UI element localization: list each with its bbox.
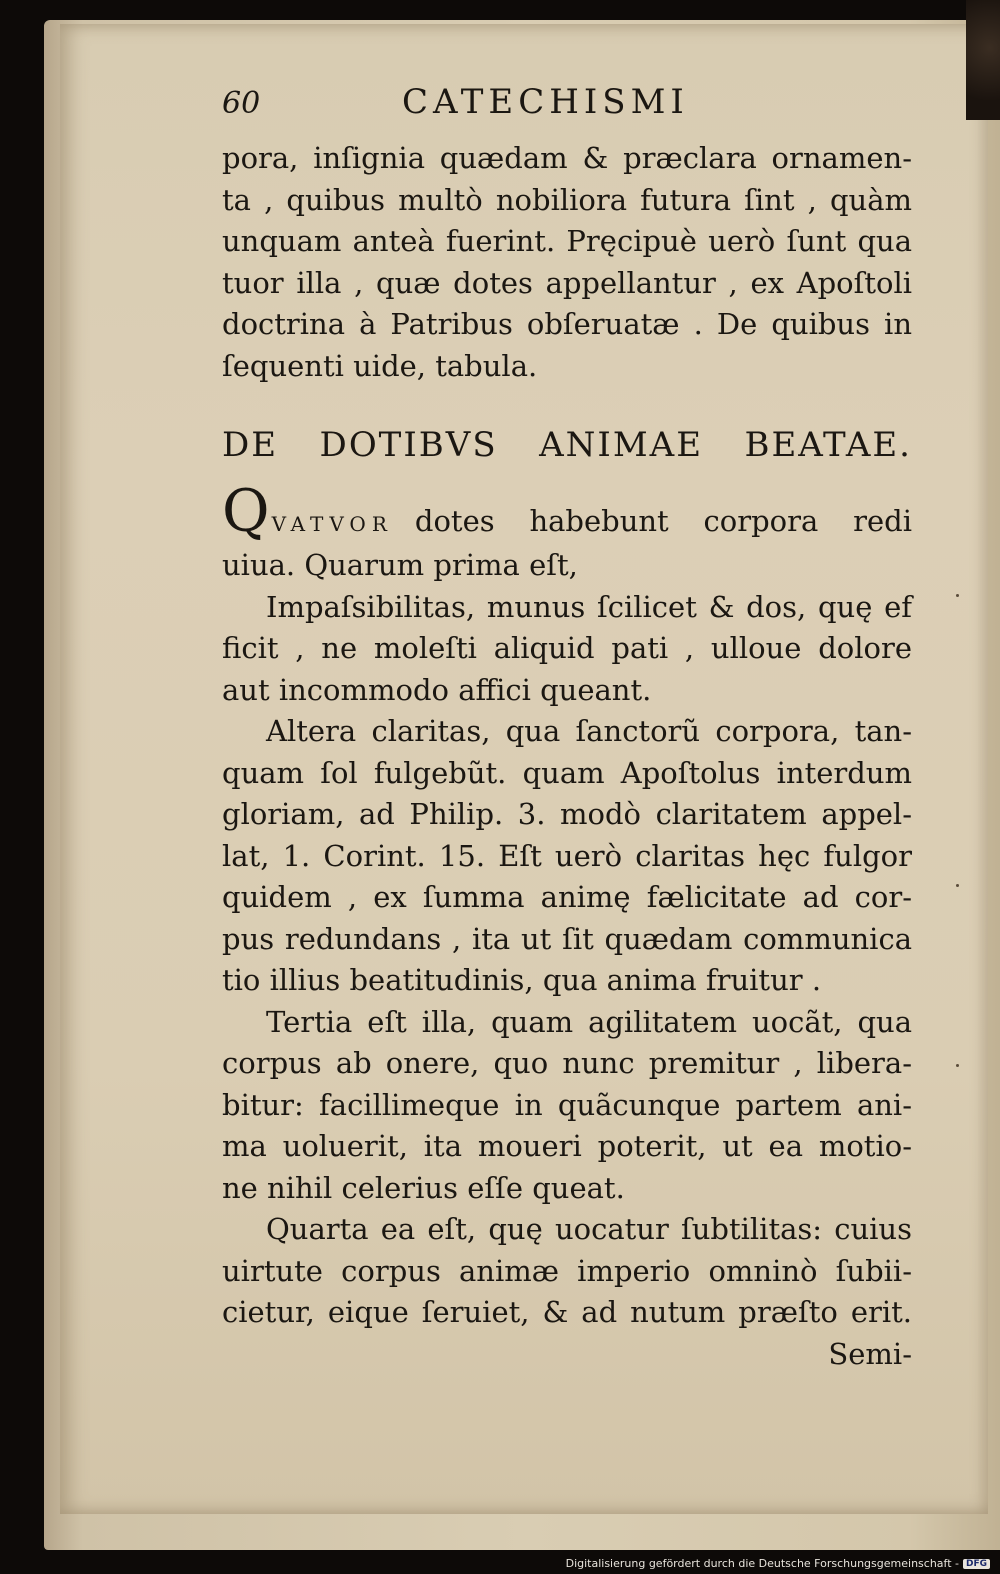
text-line: gloriam, ad Philip. 3. modò claritatem appel- [222, 797, 912, 831]
opening-line [222, 476, 912, 546]
catchword: Semi- [828, 1336, 912, 1371]
text-line: uiua. Quarum prima eſt, [222, 548, 578, 582]
running-head: CATECHISMI [402, 82, 689, 122]
credit-text: Digitalisierung gefördert durch die Deutsche Forschungsgemeinschaft - [565, 1557, 959, 1570]
digitization-credit [566, 1557, 990, 1570]
text-line: ma uoluerit, ita moueri poterit, ut ea motio- [222, 1129, 912, 1163]
text-line: Tertia eſt illa, quam agilitatem uocãt, qua [266, 1004, 912, 1039]
book-binding [966, 0, 1000, 120]
text-block [222, 82, 912, 1375]
text-line: pus redundans , ita ut ſit quædam communica [222, 921, 912, 956]
opening-word: VATVOR [271, 511, 393, 536]
text-line: ne nihil celerius eſſe queat. [222, 1170, 625, 1205]
paragraph-impassibility [222, 476, 912, 712]
text-line: lat, 1. Corint. 15. Eſt uerò claritas hęc fulgor [222, 838, 912, 873]
intro-paragraph [222, 138, 912, 387]
text-line: ficit , ne moleſti aliquid pati , ulloue dolore [222, 631, 912, 665]
text-line: Altera claritas, qua ſanctorũ corpora, tan- [266, 714, 912, 748]
text-line: aut incommodo affici queant. [222, 672, 652, 707]
text-line: pora, inſignia quædam & præclara ornamen- [222, 141, 912, 175]
page-header [222, 82, 912, 130]
page-number: 60 [222, 86, 261, 121]
text-line: quam ſol fulgebũt. quam Apoſtolus interdum [222, 755, 912, 790]
paragraph-claritas [222, 711, 912, 1002]
text-line: corpus ab onere, quo nunc premitur , libera- [222, 1046, 912, 1080]
text-line: cietur, eique ſeruiet, & ad nutum præſto erit. [222, 1295, 912, 1329]
drop-cap: Q [222, 476, 270, 545]
text-line: tuor illa , quæ dotes appellantur , ex Apoſtoli [222, 265, 912, 300]
text-line: dotes habebunt corpora redi [414, 503, 912, 538]
text-line: quidem , ex ſumma animę fælicitate ad cor- [222, 880, 912, 914]
section-title: DE DOTIBVS ANIMAE BEATAE. [222, 425, 912, 465]
margin-marks [956, 584, 960, 1084]
paragraph-subtilitas [222, 1209, 912, 1375]
text-line: tio illius beatitudinis, qua anima fruitur . [222, 963, 822, 997]
text-line: bitur: facillimeque in quãcunque partem ani- [222, 1087, 912, 1122]
text-line: unquam anteà fuerint. Pręcipuè uerò ſunt qua [222, 224, 912, 258]
text-line: doctrina à Patribus obſeruatæ . De quibus in [222, 307, 912, 341]
dfg-logo-icon: DFG [963, 1559, 990, 1569]
text-line: ta , quibus multò nobiliora futura ſint , quàm [222, 182, 912, 217]
text-line: Impaſsibilitas, munus ſcilicet & dos, quę ef [266, 589, 912, 624]
text-line: Quarta ea eſt, quę uocatur ſubtilitas: cuius [266, 1212, 912, 1246]
paragraph-agilitas [222, 1002, 912, 1210]
text-line: uirtute corpus animæ imperio omninò ſubii- [222, 1253, 912, 1288]
text-line: ſequenti uide, tabula. [222, 348, 538, 383]
